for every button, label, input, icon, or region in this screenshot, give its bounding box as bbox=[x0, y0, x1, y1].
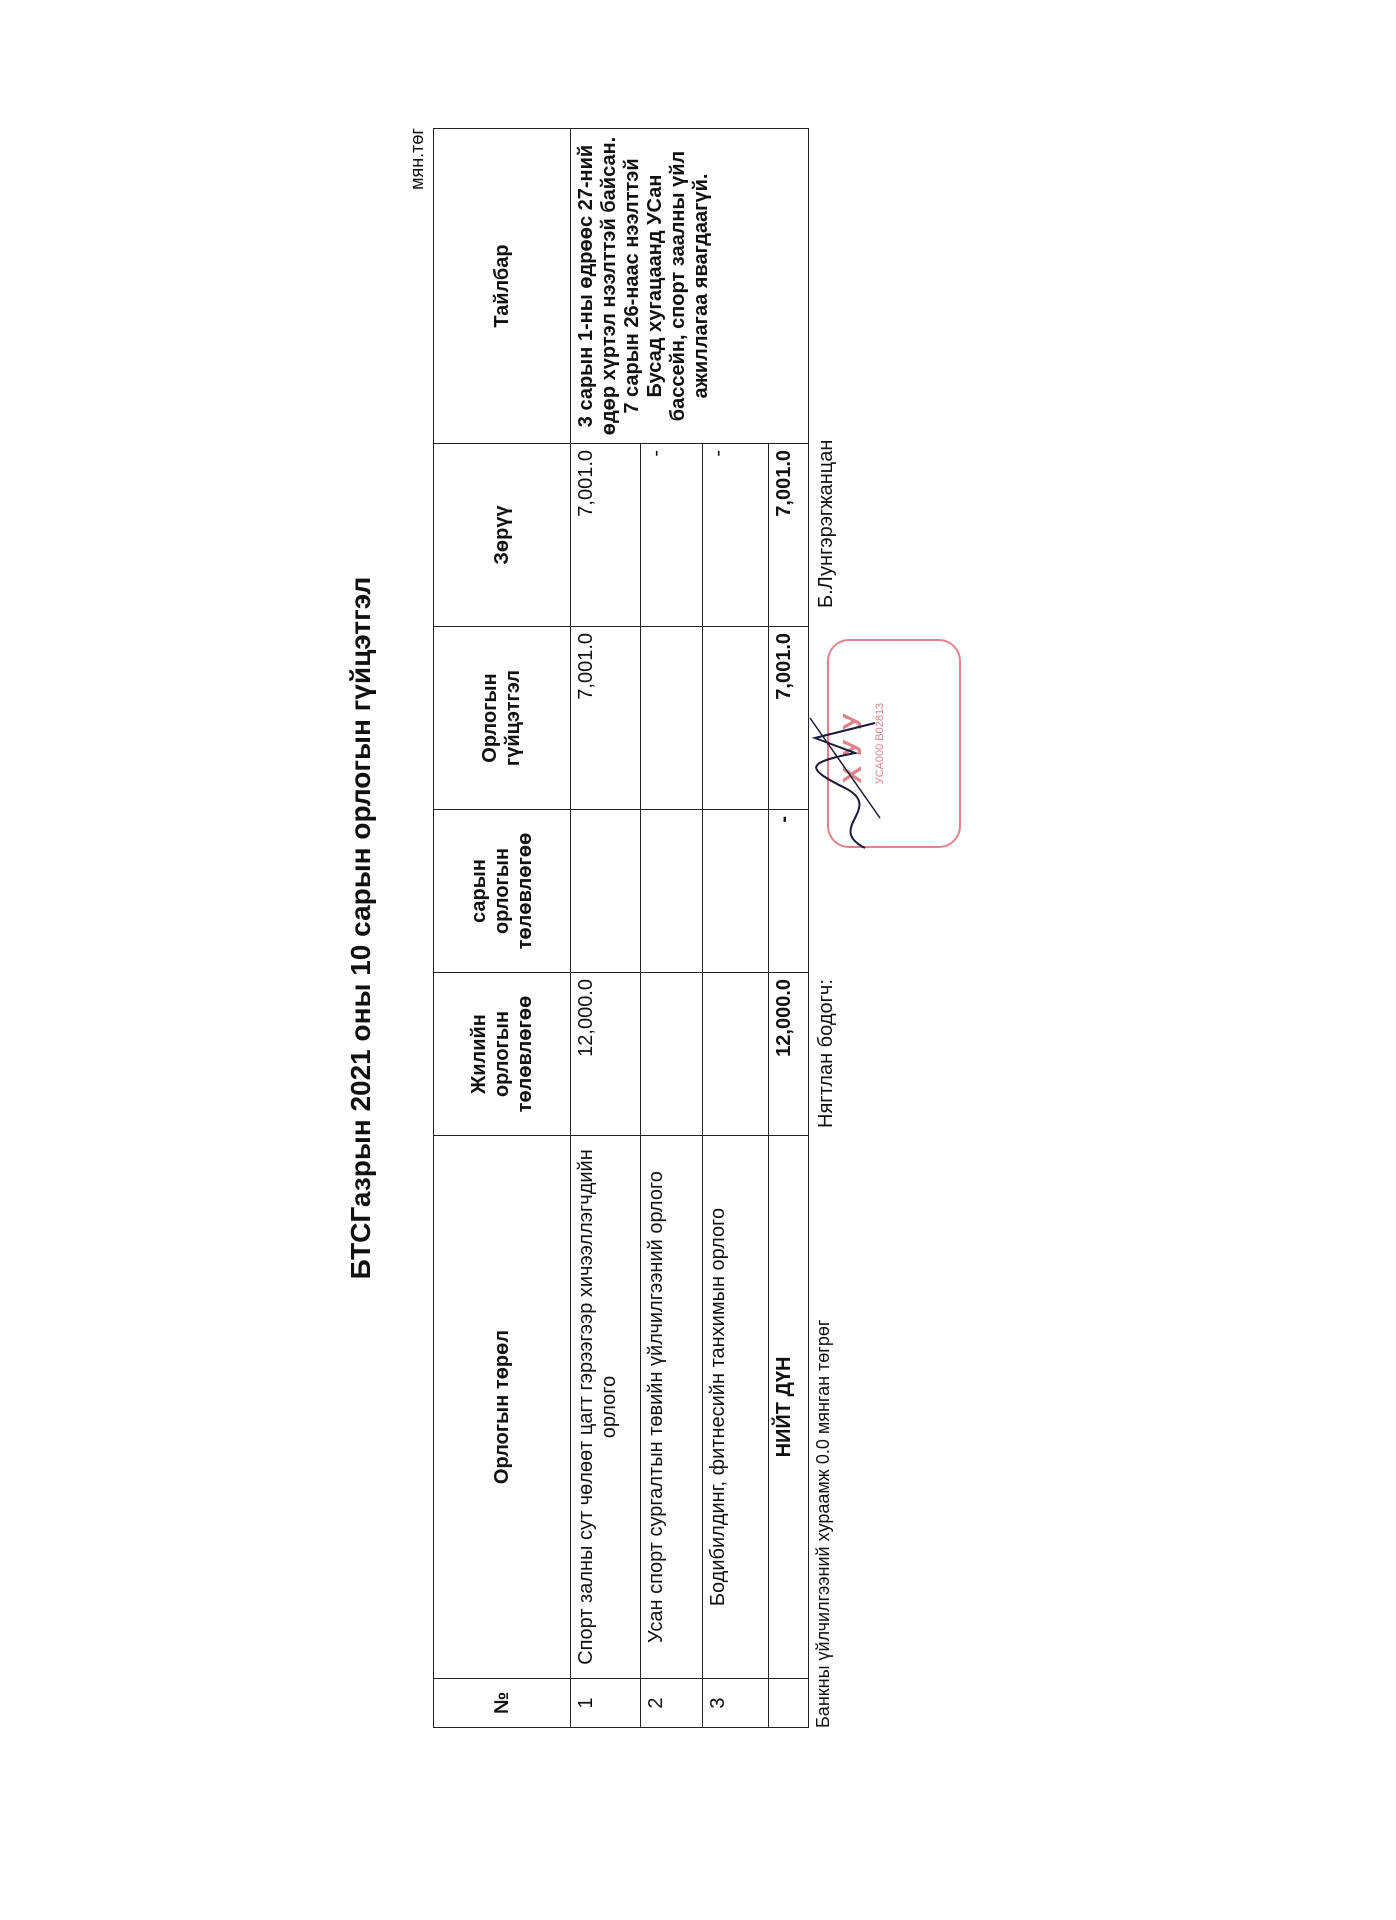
header-no: № bbox=[434, 1679, 571, 1728]
row-no: 2 bbox=[641, 1679, 703, 1728]
row-annual-plan: 12,000.0 bbox=[571, 973, 641, 1136]
header-annual-plan: Жилийн орлогын төлөвлөгөө bbox=[434, 973, 571, 1136]
total-monthly-plan: - bbox=[769, 810, 809, 973]
stamp-big-text: ХУУ bbox=[837, 703, 867, 784]
total-difference: 7,001.0 bbox=[769, 444, 809, 627]
header-performance: Орлогын гүйцэтгэл bbox=[434, 627, 571, 810]
total-annual-plan: 12,000.0 bbox=[769, 973, 809, 1136]
row-annual-plan bbox=[641, 973, 703, 1136]
total-performance: 7,001.0 bbox=[769, 627, 809, 810]
row-difference: - bbox=[703, 444, 769, 627]
row-note: 3 сарын 1-ны өдрөөс 27-ний өдөр хүртэл нээлттэй байсан. 7 сарын 26-наас нээлттэй Бусад хугацаанд УСан бассейн, спорт заалны үйл ажиллагаа явагдаагүй. bbox=[571, 129, 809, 444]
row-annual-plan bbox=[703, 973, 769, 1136]
bank-fee-note: Банкны үйлчилгээний хураамж 0.0 мянган төгрөг bbox=[813, 1319, 833, 1728]
table-row bbox=[571, 129, 641, 1728]
rotated-page-content bbox=[345, 128, 886, 1728]
stamp-number: УСА000 В02813 bbox=[874, 702, 886, 785]
row-type: Бодибилдинг, фитнесийн танхимын орлого bbox=[703, 1136, 769, 1679]
header-income-type: Орлогын төрөл bbox=[434, 1136, 571, 1679]
row-performance bbox=[703, 627, 769, 810]
document-title: БТСГазрын 2021 оны 10 сарын орлогын гүйцэтгэл bbox=[345, 576, 376, 1280]
row-monthly-plan bbox=[571, 810, 641, 973]
row-difference: - bbox=[641, 444, 703, 627]
row-monthly-plan bbox=[641, 810, 703, 973]
header-difference: Зөрүү bbox=[434, 444, 571, 627]
row-type: Усан спорт сургалтын төвийн үйлчилгээний орлого bbox=[641, 1136, 703, 1679]
total-label: НИЙТ ДҮН bbox=[769, 1136, 809, 1679]
header-note: Тайлбар bbox=[434, 129, 571, 444]
row-performance bbox=[641, 627, 703, 810]
row-type: Спорт залны сут чөлөөт цагт гэрээгээр хичээллэгчдийн орлого bbox=[571, 1136, 641, 1679]
income-table bbox=[433, 128, 809, 1728]
row-no: 1 bbox=[571, 1679, 641, 1728]
row-difference: 7,001.0 bbox=[571, 444, 641, 627]
header-monthly-plan: сарын орлогын төлөвлөгөө bbox=[434, 810, 571, 973]
row-monthly-plan bbox=[703, 810, 769, 973]
accountant-name: Б.Лунгэрэгжанцан bbox=[815, 439, 837, 608]
row-performance: 7,001.0 bbox=[571, 627, 641, 810]
total-no bbox=[769, 1679, 809, 1728]
row-no: 3 bbox=[703, 1679, 769, 1728]
unit-label: мян.төг bbox=[407, 128, 427, 190]
table-header-row bbox=[434, 129, 571, 1728]
signature-label: Нягтлан бодогч: bbox=[815, 979, 837, 1128]
handwritten-signature bbox=[785, 708, 905, 858]
